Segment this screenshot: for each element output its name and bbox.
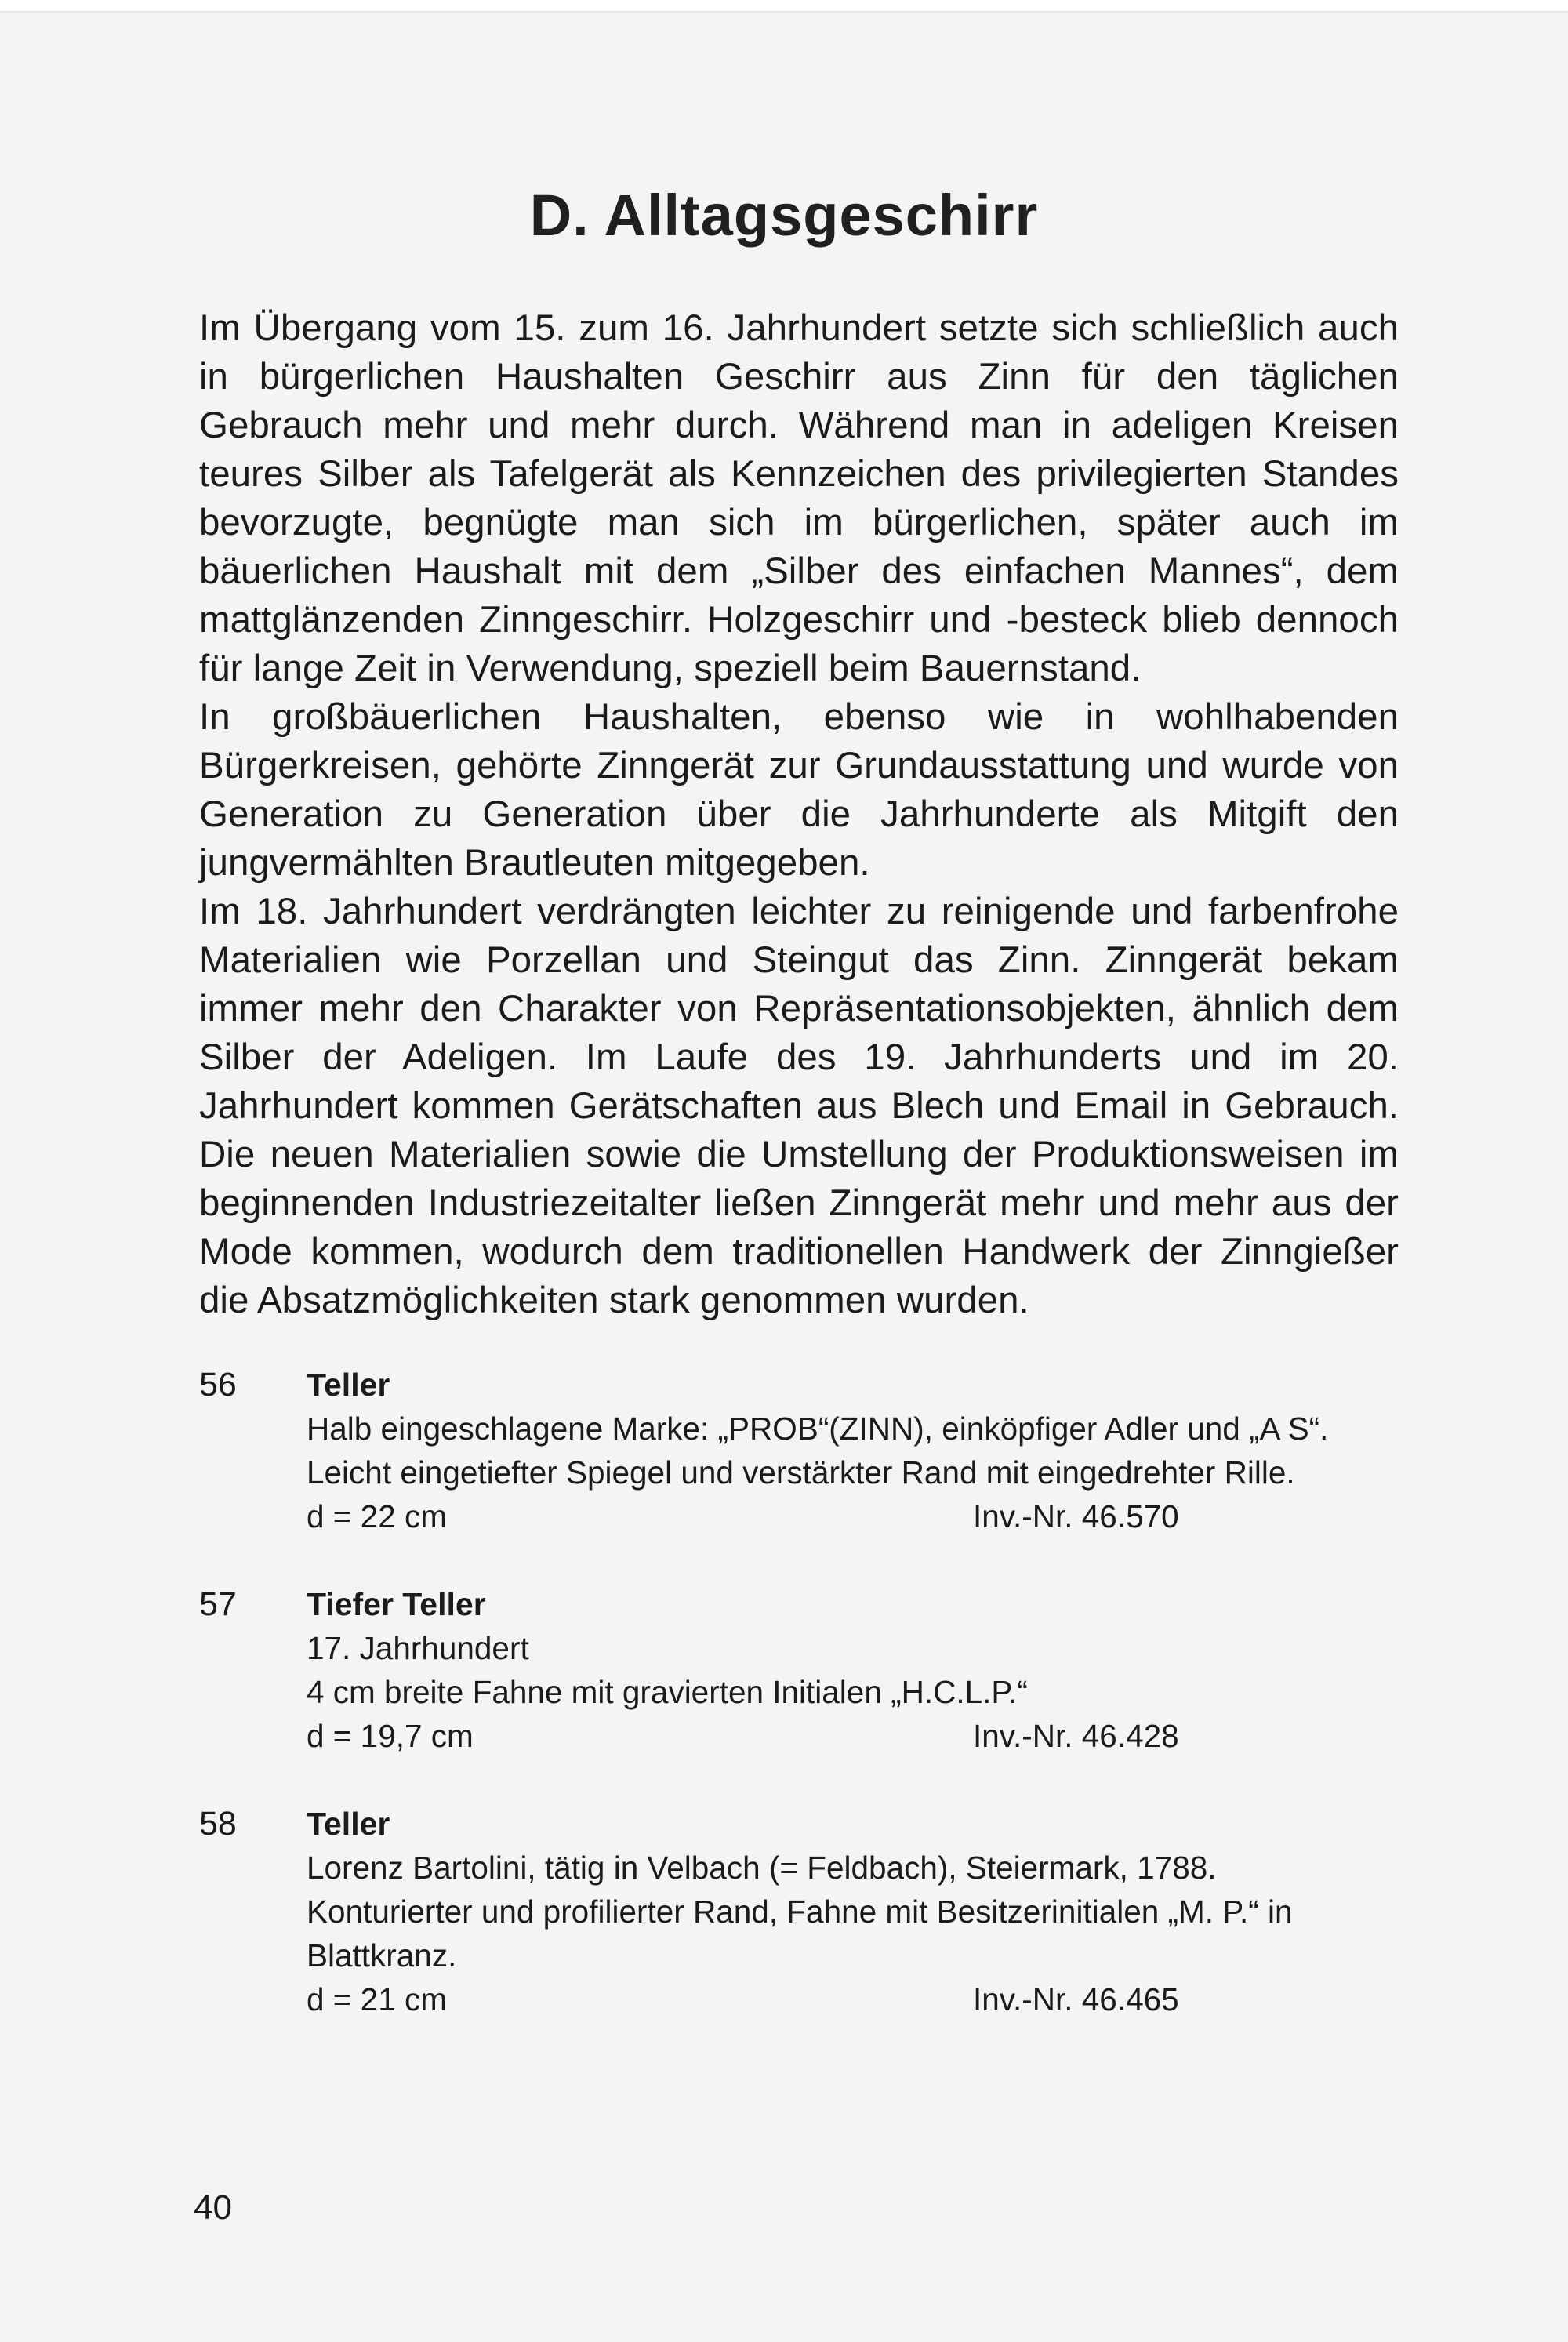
entry-body <box>307 1582 1396 1758</box>
intro-paragraph-3: Im 18. Jahrhundert verdrängten leichter zu reinigende und farbenfrohe Materialien wie Porzellan und Steingut das Zinn. Zinngerät bekam immer mehr den Charakter von Repräsentationsobjekten, ähnlich dem Silber der Adeligen. Im Laufe des 19. Jahrhunderts und im 20. Jahrhundert kommen Gerätschaften aus Blech und Email in Gebrauch. Die neuen Materialien sowie die Umstellung der Produktionsweisen im beginnenden Industriezeitalter ließen Zinngerät mehr und mehr aus der Mode kommen, wodurch dem traditionellen Handwerk der Zinngießer die Absatzmöglichkeiten stark genommen wurden. <box>199 891 1399 1321</box>
intro-paragraph-1: Im Übergang vom 15. zum 16. Jahrhundert setzte sich schließlich auch in bürgerlichen Haushalten Geschirr aus Zinn für den täglichen Gebrauch mehr und mehr durch. Während man in adeligen Kreisen teures Silber als Tafelgerät als Kennzeichen des privilegierten Standes bevorzugte, begnügte man sich im bürgerlichen, später auch im bäuerlichen Haushalt mit dem „Silber des einfachen Mannes“, dem mattglänzenden Zinngeschirr. Holzgeschirr und -besteck blieb dennoch für lange Zeit in Verwendung, speziell beim Bauernstand. <box>199 307 1399 689</box>
entry-title: Tiefer Teller <box>307 1586 486 1622</box>
entry-description-line: Lorenz Bartolini, tätig in Velbach (= Feldbach), Steiermark, 1788. <box>307 1850 1217 1886</box>
entry-inventory-number: Inv.-Nr. 46.465 <box>973 1981 1179 2017</box>
entry-description-line: 17. Jahrhundert <box>307 1630 529 1666</box>
entry-description-line: Leicht eingetiefter Spiegel und verstärkter Rand mit eingedrehter Rille. <box>307 1454 1295 1491</box>
entry-diameter: d = 22 cm <box>307 1498 447 1534</box>
entry-number: 57 <box>199 1585 237 1623</box>
page-number: 40 <box>194 2188 232 2227</box>
entry-inventory-number: Inv.-Nr. 46.570 <box>973 1498 1179 1534</box>
entry-number: 58 <box>199 1805 237 1843</box>
entry-measure-row <box>307 1977 1396 2021</box>
entry-diameter: d = 21 cm <box>307 1981 447 2017</box>
intro-text <box>199 304 1399 1325</box>
entry-description-line: 4 cm breite Fahne mit gravierten Initialen „H.C.L.P.“ <box>307 1674 1028 1710</box>
intro-paragraph-2: In großbäuerlichen Haushalten, ebenso wie in wohlhabenden Bürgerkreisen, gehörte Zinngerät zur Grundausstattung und wurde von Generation zu Generation über die Jahrhunderte als Mitgift den jungvermählten Brautleuten mitgegeben. <box>199 696 1399 884</box>
page-title: D. Alltagsgeschirr <box>529 183 1039 248</box>
entry-description-line: Konturierter und profilierter Rand, Fahne mit Besitzerinitialen „M. P.“ in Blattkranz. <box>307 1894 1293 1973</box>
entry-body <box>307 1363 1396 1538</box>
catalog-entry-57 <box>199 1582 1399 1758</box>
entry-body <box>307 1802 1396 2021</box>
entry-description-line: Halb eingeschlagene Marke: „PROB“(ZINN), einköpfiger Adler und „A S“. <box>307 1411 1329 1447</box>
entry-title: Teller <box>307 1367 390 1403</box>
entry-diameter: d = 19,7 cm <box>307 1718 474 1754</box>
catalog-entries <box>199 1363 1399 2021</box>
entry-measure-row <box>307 1494 1396 1538</box>
entry-inventory-number: Inv.-Nr. 46.428 <box>973 1718 1179 1754</box>
entry-title: Teller <box>307 1806 390 1842</box>
entry-number: 56 <box>199 1366 237 1403</box>
page-top-edge <box>0 0 1568 13</box>
catalog-entry-58 <box>199 1802 1399 2021</box>
entry-measure-row <box>307 1714 1396 1758</box>
catalog-entry-56 <box>199 1363 1399 1538</box>
